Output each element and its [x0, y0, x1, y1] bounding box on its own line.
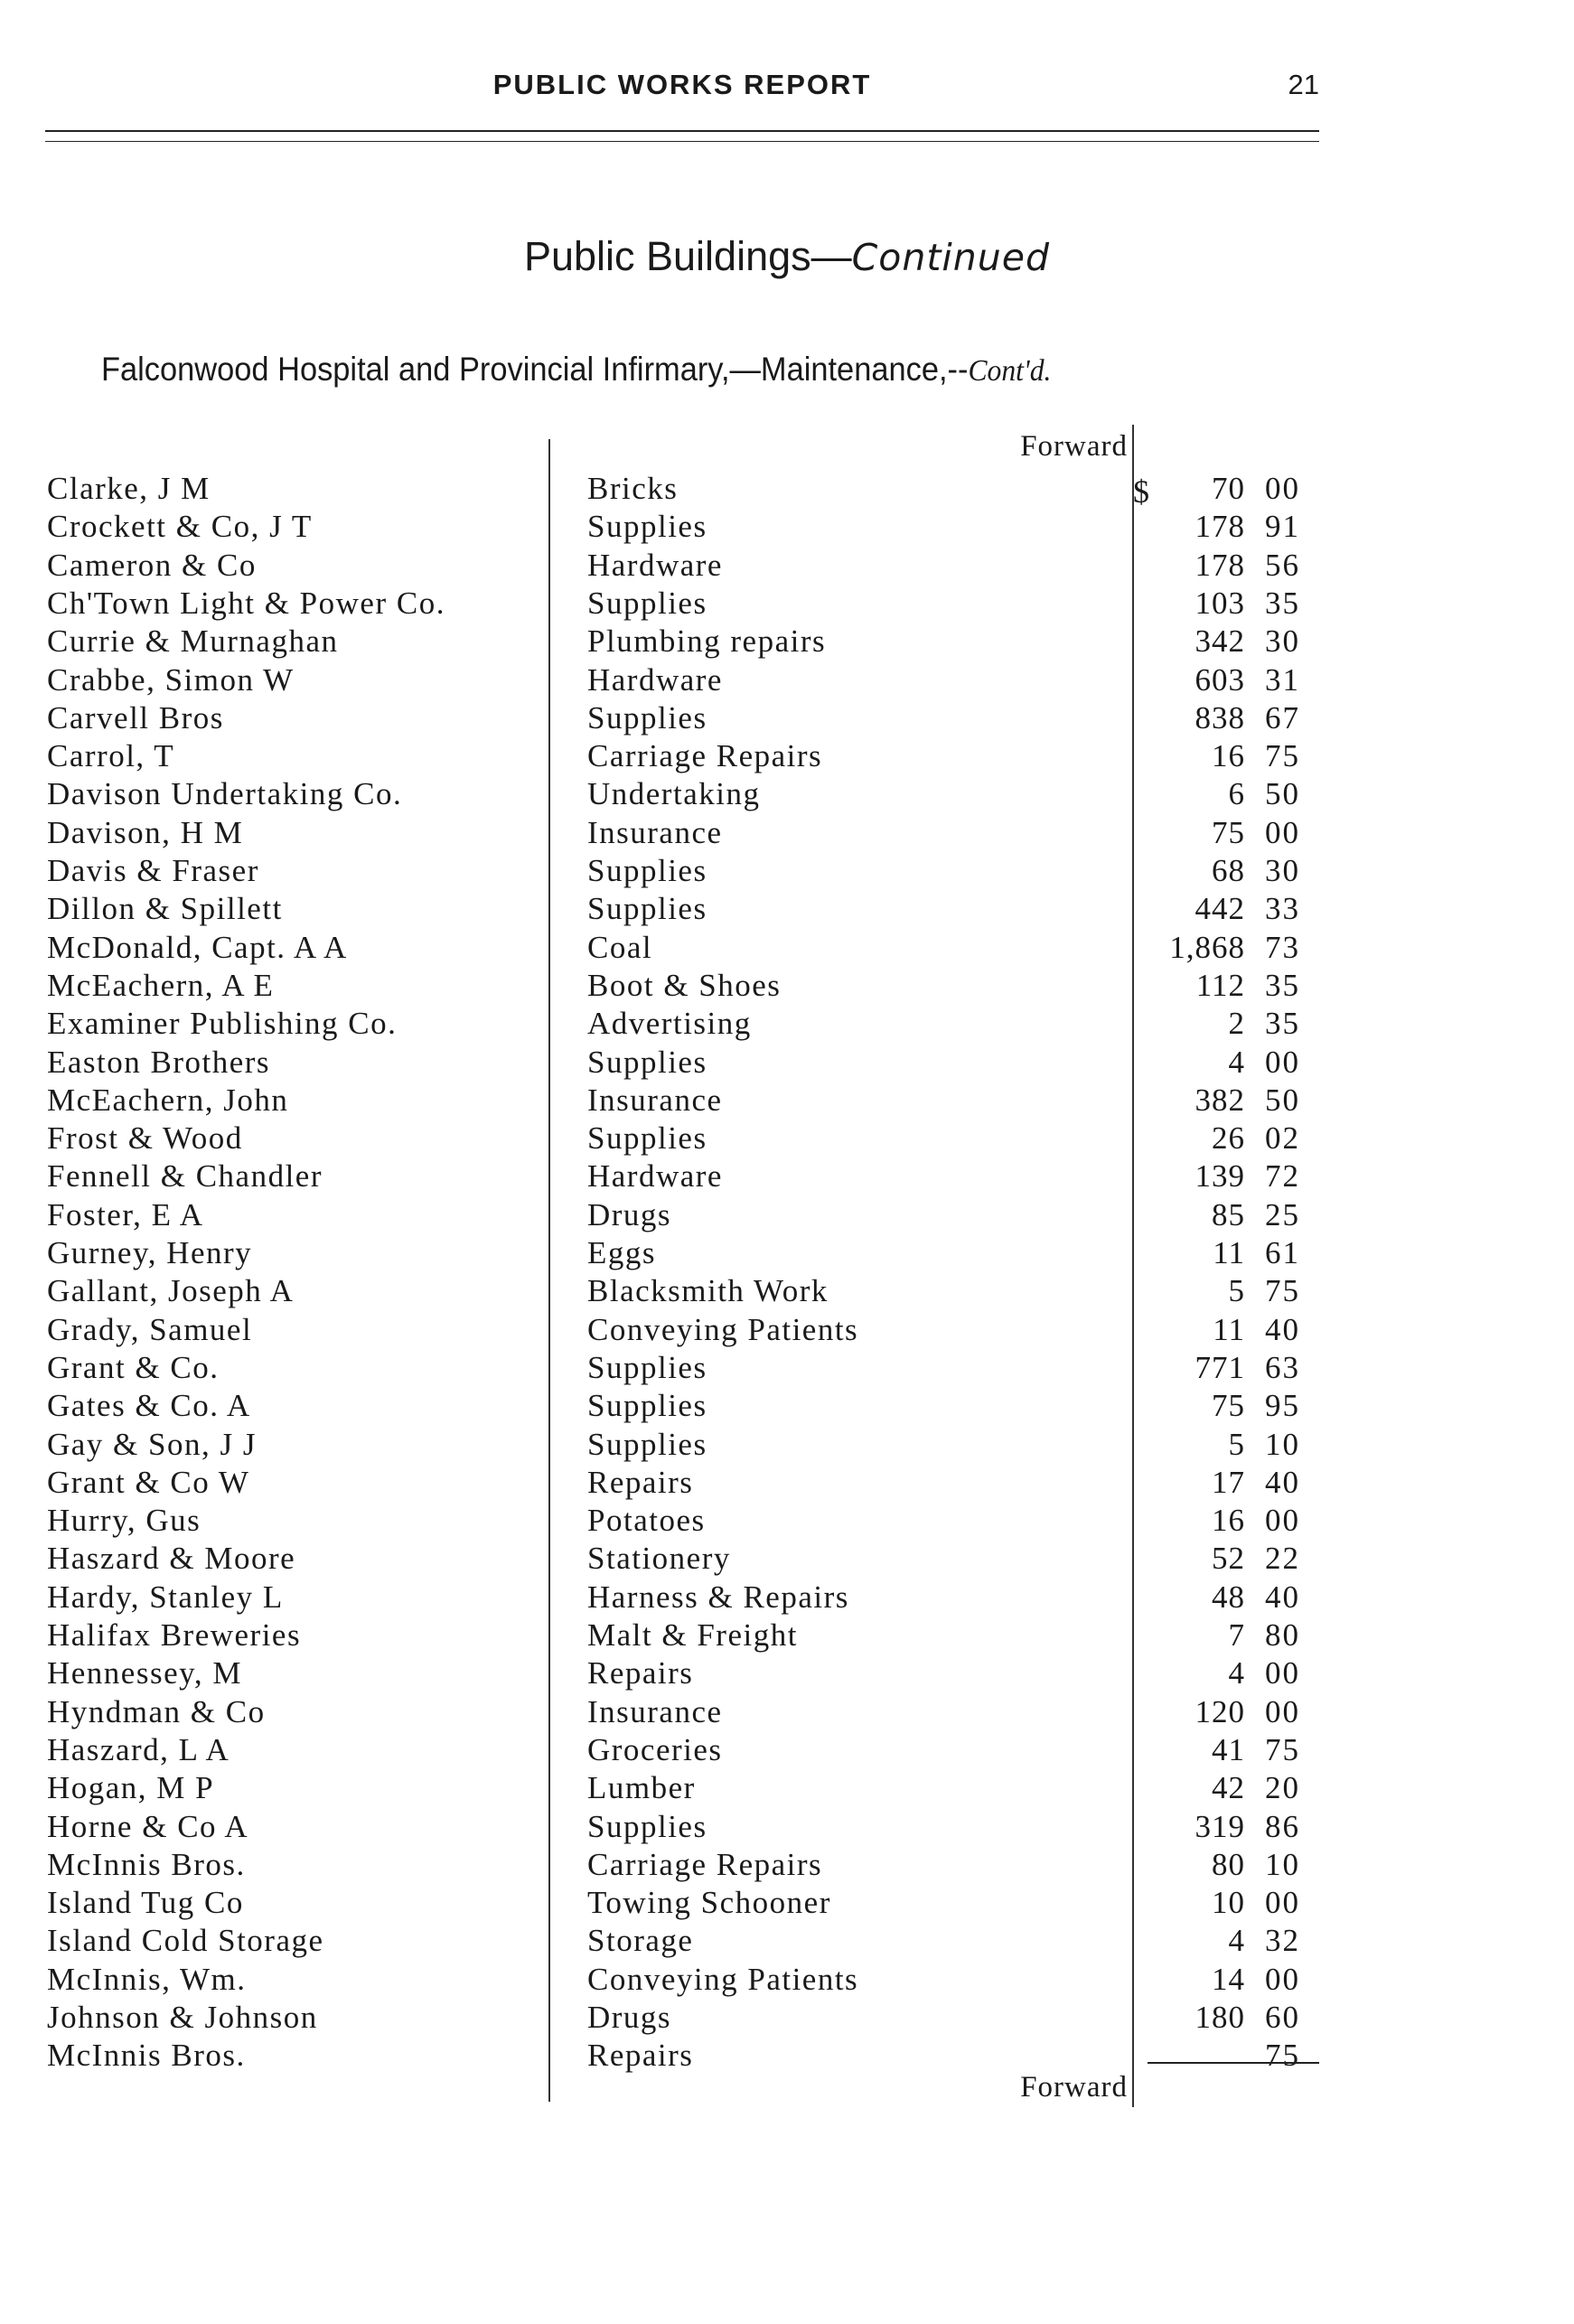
- entry-item: Conveying Patients: [587, 1961, 859, 1997]
- entry-cents: 33: [1265, 891, 1300, 927]
- entry-dollars: 603: [1195, 661, 1245, 698]
- entry-cents: 02: [1265, 1120, 1300, 1157]
- entry-item: Storage: [587, 1923, 694, 1959]
- entry-dollars: 48: [1212, 1579, 1245, 1615]
- entry-dollars: 120: [1195, 1693, 1245, 1729]
- entry-item: Repairs: [587, 1655, 694, 1691]
- entry-item: Repairs: [587, 1464, 694, 1500]
- entry-item: Malt & Freight: [587, 1617, 798, 1653]
- entry-name: McEachern, John: [47, 1082, 289, 1118]
- entry-name: Frost & Wood: [47, 1120, 243, 1157]
- ledger-row: [0, 1693, 1574, 1731]
- entry-item: Hardware: [587, 661, 723, 698]
- forward-label-top: Forward: [1020, 430, 1128, 463]
- entry-dollars: 5: [1228, 1426, 1245, 1462]
- entry-name: Grant & Co W: [47, 1464, 250, 1500]
- entry-name: Gurney, Henry: [47, 1235, 253, 1270]
- ledger-row: [0, 1464, 1574, 1502]
- ledger-row: [0, 1731, 1574, 1769]
- entry-item: Towing Schooner: [587, 1885, 831, 1921]
- ledger-row: [0, 1157, 1574, 1195]
- entry-dollars: 42: [1212, 1770, 1245, 1806]
- ledger-row: [0, 890, 1574, 928]
- ledger-row: [0, 737, 1574, 775]
- entry-item: Supplies: [587, 509, 707, 545]
- ledger-row: [0, 1922, 1574, 1960]
- entry-item: Lumber: [587, 1770, 696, 1806]
- ledger-row: [0, 2037, 1574, 2075]
- entry-item: Boot & Shoes: [587, 967, 782, 1003]
- entry-name: Halifax Breweries: [47, 1617, 302, 1653]
- entry-cents: 75: [1265, 2038, 1300, 2074]
- entry-item: Plumbing repairs: [587, 623, 827, 660]
- entry-dollars: 10: [1212, 1885, 1245, 1921]
- entry-name: Hogan, M P: [47, 1770, 215, 1806]
- ledger-row: [0, 1349, 1574, 1387]
- entry-item: Hardware: [587, 1158, 723, 1195]
- entry-dollars: 112: [1195, 967, 1245, 1003]
- entry-name: McInnis Bros.: [47, 1846, 246, 1882]
- entry-dollars: 52: [1212, 1541, 1245, 1577]
- entry-dollars: 5: [1228, 1273, 1245, 1309]
- entry-cents: 72: [1265, 1158, 1300, 1195]
- entry-dollars: 838: [1195, 699, 1245, 736]
- entry-cents: 67: [1265, 699, 1300, 736]
- entry-name: Currie & Murnaghan: [47, 623, 339, 660]
- forward-label-bottom: Forward: [1020, 2071, 1128, 2104]
- entry-name: Hurry, Gus: [47, 1503, 201, 1539]
- entry-cents: 00: [1265, 1961, 1300, 1997]
- entry-dollars: 139: [1195, 1158, 1245, 1195]
- entry-name: Dillon & Spillett: [47, 891, 283, 927]
- section-title-continued: Continued: [851, 236, 1051, 279]
- entry-dollars: 319: [1195, 1808, 1245, 1844]
- entry-name: Carrol, T: [47, 738, 175, 774]
- entry-name: Davis & Fraser: [47, 853, 259, 888]
- entry-cents: 61: [1265, 1235, 1300, 1270]
- currency-symbol: $: [1133, 473, 1149, 510]
- entry-dollars: 178: [1195, 547, 1245, 583]
- ledger-row: [0, 623, 1574, 661]
- entry-item: Insurance: [587, 1082, 723, 1118]
- running-head: [45, 69, 1319, 110]
- entry-item: Insurance: [587, 1693, 723, 1729]
- entry-name: Gates & Co. A: [47, 1388, 251, 1424]
- ledger-row: [0, 547, 1574, 585]
- entry-cents: 40: [1265, 1579, 1300, 1615]
- entry-dollars: 4: [1228, 1923, 1245, 1959]
- entry-dollars: 16: [1212, 1503, 1245, 1539]
- entry-item: Insurance: [587, 814, 723, 850]
- entry-dollars: 382: [1195, 1082, 1245, 1118]
- entry-cents: 35: [1265, 1006, 1300, 1042]
- entry-cents: 10: [1265, 1846, 1300, 1882]
- ledger-row: [0, 1808, 1574, 1846]
- entry-cents: 00: [1265, 1693, 1300, 1729]
- entry-cents: 50: [1265, 776, 1300, 812]
- entry-cents: 40: [1265, 1311, 1300, 1347]
- entry-item: Groceries: [587, 1731, 723, 1767]
- entry-cents: 22: [1265, 1541, 1300, 1577]
- entry-cents: 86: [1265, 1808, 1300, 1844]
- ledger-row: [0, 775, 1574, 813]
- page-number: 21: [1288, 69, 1319, 100]
- entry-name: Hardy, Stanley L: [47, 1579, 284, 1615]
- entry-cents: 25: [1265, 1196, 1300, 1232]
- entry-dollars: 342: [1195, 623, 1245, 660]
- entry-item: Conveying Patients: [587, 1311, 859, 1347]
- entry-cents: 10: [1265, 1426, 1300, 1462]
- entry-item: Drugs: [587, 2000, 672, 2035]
- entry-cents: 00: [1265, 814, 1300, 850]
- entry-cents: 30: [1265, 623, 1300, 660]
- entry-cents: 56: [1265, 547, 1300, 583]
- subsection-title-contd: Cont'd.: [968, 354, 1052, 388]
- entry-item: Supplies: [587, 891, 707, 927]
- entry-name: Haszard, L A: [47, 1731, 230, 1767]
- entry-cents: 20: [1265, 1770, 1300, 1806]
- entry-name: Examiner Publishing Co.: [47, 1006, 398, 1042]
- entry-item: Supplies: [587, 1388, 707, 1424]
- entry-cents: 75: [1265, 738, 1300, 774]
- entry-item: Carriage Repairs: [587, 1846, 823, 1882]
- ledger-row: [0, 508, 1574, 546]
- entry-cents: 40: [1265, 1464, 1300, 1500]
- entry-name: Cameron & Co: [47, 547, 257, 583]
- entry-cents: 30: [1265, 853, 1300, 888]
- entry-cents: 35: [1265, 585, 1300, 621]
- entry-dollars: 26: [1212, 1120, 1245, 1157]
- entry-item: Supplies: [587, 1349, 707, 1385]
- entry-dollars: 6: [1228, 776, 1245, 812]
- entry-dollars: 11: [1213, 1311, 1245, 1347]
- entry-item: Supplies: [587, 1808, 707, 1844]
- ledger-row: [0, 470, 1574, 508]
- entry-item: Supplies: [587, 1044, 707, 1080]
- entry-name: Horne & Co A: [47, 1808, 249, 1844]
- entry-dollars: 2: [1228, 1006, 1245, 1042]
- ledger-row: [0, 852, 1574, 890]
- entry-item: Carriage Repairs: [587, 738, 823, 774]
- ledger-row: [0, 1311, 1574, 1349]
- ledger-row: [0, 929, 1574, 967]
- ledger-row: [0, 1234, 1574, 1272]
- entry-dollars: 103: [1195, 585, 1245, 621]
- ledger-row: [0, 1426, 1574, 1464]
- ledger-row: [0, 1769, 1574, 1807]
- entry-name: Island Cold Storage: [47, 1923, 324, 1959]
- entry-cents: 63: [1265, 1349, 1300, 1385]
- entry-item: Supplies: [587, 1120, 707, 1157]
- entry-item: Eggs: [587, 1235, 656, 1270]
- entry-item: Drugs: [587, 1196, 672, 1232]
- entry-cents: 00: [1265, 471, 1300, 506]
- entry-dollars: 16: [1212, 738, 1245, 774]
- entry-cents: 00: [1265, 1503, 1300, 1539]
- ledger-row: [0, 1387, 1574, 1425]
- entry-item: Bricks: [587, 471, 679, 506]
- entry-dollars: 17: [1212, 1464, 1245, 1500]
- ledger-row: [0, 1961, 1574, 1999]
- entry-dollars: 180: [1195, 2000, 1245, 2035]
- entry-cents: 80: [1265, 1617, 1300, 1653]
- subsection-title-main: Falconwood Hospital and Provincial Infirmary,—Maintenance,--: [101, 351, 969, 388]
- entry-name: Johnson & Johnson: [47, 2000, 318, 2035]
- entry-item: Stationery: [587, 1541, 731, 1577]
- entry-item: Repairs: [587, 2038, 694, 2074]
- ledger-row: [0, 1502, 1574, 1540]
- entry-dollars: 41: [1212, 1731, 1245, 1767]
- ledger-row: [0, 1120, 1574, 1157]
- ledger-row: [0, 699, 1574, 737]
- entry-item: Advertising: [587, 1006, 752, 1042]
- ledger-row: [0, 1272, 1574, 1310]
- ledger-row: [0, 967, 1574, 1005]
- entry-cents: 00: [1265, 1655, 1300, 1691]
- entry-name: Gay & Son, J J: [47, 1426, 257, 1462]
- entry-name: Grant & Co.: [47, 1349, 220, 1385]
- entry-name: McInnis, Wm.: [47, 1961, 247, 1997]
- entry-name: Hyndman & Co: [47, 1693, 266, 1729]
- entry-dollars: 1,868: [1169, 929, 1245, 965]
- total-rule: [1148, 2062, 1319, 2064]
- ledger-row: [0, 1884, 1574, 1922]
- entry-name: McEachern, A E: [47, 967, 275, 1003]
- entry-item: Supplies: [587, 853, 707, 888]
- section-title-main: Public Buildings—: [523, 233, 852, 279]
- entry-name: Haszard & Moore: [47, 1541, 296, 1577]
- entry-dollars: 4: [1228, 1655, 1245, 1691]
- entry-item: Potatoes: [587, 1503, 706, 1539]
- report-title: PUBLIC WORKS REPORT: [492, 69, 872, 100]
- entry-name: Davison, H M: [47, 814, 244, 850]
- entry-dollars: 75: [1212, 1388, 1245, 1424]
- entry-name: Crockett & Co, J T: [47, 509, 313, 545]
- entry-name: Clarke, J M: [47, 471, 211, 506]
- entry-cents: 91: [1265, 509, 1300, 545]
- ledger-row: [0, 1654, 1574, 1692]
- entry-dollars: 771: [1195, 1349, 1245, 1385]
- entry-dollars: 4: [1228, 1044, 1245, 1080]
- ledger-row: [0, 1540, 1574, 1578]
- subsection-title: [101, 351, 1236, 389]
- ledger-row: [0, 814, 1574, 852]
- entry-name: Carvell Bros: [47, 699, 224, 736]
- entry-name: Hennessey, M: [47, 1655, 242, 1691]
- entry-dollars: 85: [1212, 1196, 1245, 1232]
- ledger-row: [0, 661, 1574, 699]
- ledger-row: [0, 1999, 1574, 2037]
- entry-cents: 75: [1265, 1273, 1300, 1309]
- entry-cents: 60: [1265, 2000, 1300, 2035]
- entry-dollars: 80: [1212, 1846, 1245, 1882]
- ledger-row: [0, 1846, 1574, 1884]
- entry-name: McDonald, Capt. A A: [47, 929, 348, 965]
- entry-name: Island Tug Co: [47, 1885, 244, 1921]
- ledger-row: [0, 1044, 1574, 1082]
- ledger-row: [0, 1082, 1574, 1120]
- entry-item: Supplies: [587, 699, 707, 736]
- section-title: [0, 233, 1574, 280]
- entry-name: Gallant, Joseph A: [47, 1273, 295, 1309]
- entry-name: McInnis Bros.: [47, 2038, 246, 2074]
- entry-item: Harness & Repairs: [587, 1579, 849, 1615]
- entry-cents: 50: [1265, 1082, 1300, 1118]
- entry-dollars: 68: [1212, 853, 1245, 888]
- entry-item: Blacksmith Work: [587, 1273, 829, 1309]
- entry-dollars: 75: [1212, 814, 1245, 850]
- entry-cents: 73: [1265, 929, 1300, 965]
- header-rule-bottom: [45, 141, 1319, 142]
- entry-name: Ch'Town Light & Power Co.: [47, 585, 445, 621]
- entry-dollars: 178: [1195, 509, 1245, 545]
- entry-dollars: 442: [1195, 891, 1245, 927]
- entry-cents: 00: [1265, 1044, 1300, 1080]
- entry-cents: 75: [1265, 1731, 1300, 1767]
- ledger-row: [0, 1579, 1574, 1616]
- entry-name: Easton Brothers: [47, 1044, 271, 1080]
- entry-cents: 35: [1265, 967, 1300, 1003]
- entry-cents: 95: [1265, 1388, 1300, 1424]
- entry-dollars: 7: [1228, 1617, 1245, 1653]
- entry-item: Coal: [587, 929, 653, 965]
- entry-item: Hardware: [587, 547, 723, 583]
- entry-item: Supplies: [587, 585, 707, 621]
- entry-name: Crabbe, Simon W: [47, 661, 295, 698]
- entry-dollars: 14: [1212, 1961, 1245, 1997]
- entry-name: Grady, Samuel: [47, 1311, 253, 1347]
- entry-name: Fennell & Chandler: [47, 1158, 323, 1195]
- ledger-row: [0, 1005, 1574, 1043]
- entry-cents: 31: [1265, 661, 1300, 698]
- header-rule-top: [45, 130, 1319, 132]
- entry-cents: 32: [1265, 1923, 1300, 1959]
- entry-dollars: 70: [1212, 471, 1245, 506]
- entry-name: Foster, E A: [47, 1196, 204, 1232]
- entry-item: Undertaking: [587, 776, 761, 812]
- ledger-row: [0, 585, 1574, 623]
- ledger-row: [0, 1616, 1574, 1654]
- entry-cents: 00: [1265, 1885, 1300, 1921]
- entry-name: Davison Undertaking Co.: [47, 776, 403, 812]
- entry-item: Supplies: [587, 1426, 707, 1462]
- entry-dollars: 11: [1213, 1235, 1245, 1270]
- ledger-row: [0, 1196, 1574, 1234]
